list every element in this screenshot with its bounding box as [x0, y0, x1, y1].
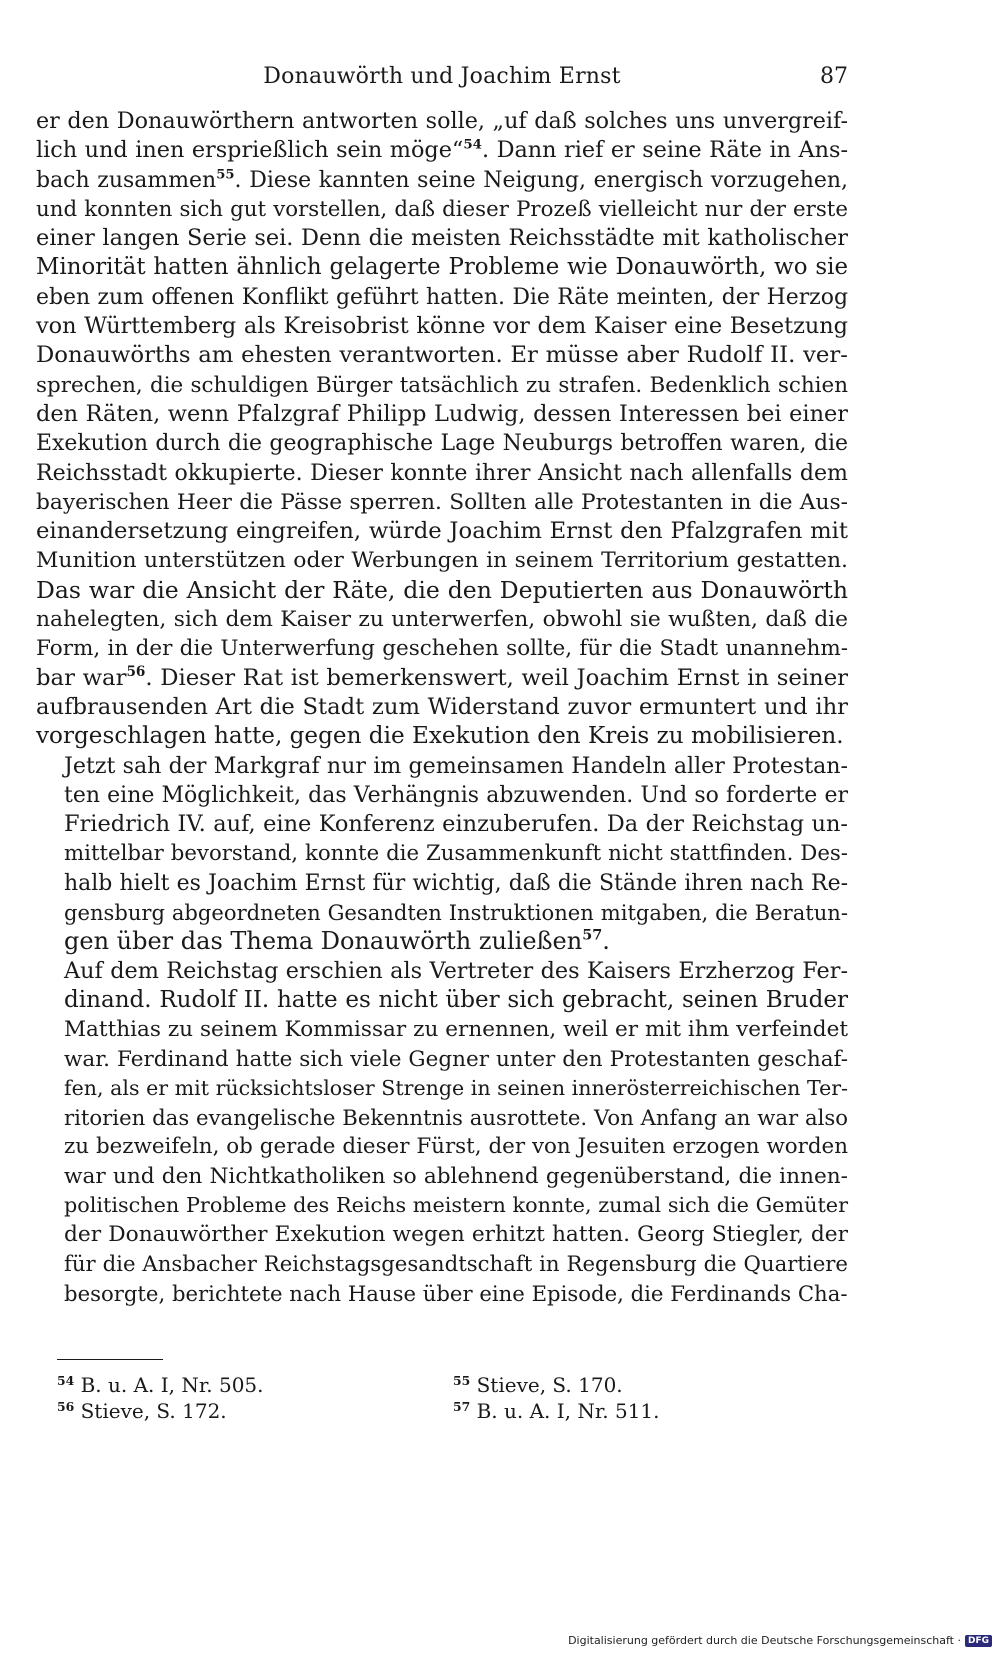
text-line	[36, 576, 848, 605]
text-line	[36, 1279, 848, 1308]
page-number: 87	[820, 64, 848, 89]
text-run: bayerischen Heer die Pässe sperren. Sollten alle Protestanten in die Aus-	[36, 489, 848, 515]
text-run: Auf dem Reichstag erschien als Vertreter des Kaisers Erzherzog Fer-	[64, 957, 848, 984]
credit-text: Digitalisierung gefördert durch die Deutsche Forschungsgemeinschaft ·	[568, 1634, 961, 1647]
text-line	[36, 400, 848, 429]
text-line	[36, 546, 848, 575]
text-line	[36, 488, 848, 517]
text-run: . Diese kannten seine Neigung, energisch vorzugehen,	[234, 167, 848, 193]
text-line	[36, 195, 848, 224]
text-line	[36, 1162, 848, 1191]
footnote-number: 55	[453, 1373, 471, 1389]
paragraph-1	[36, 107, 848, 752]
text-line	[36, 957, 848, 986]
text-run: ritorien das evangelische Bekenntnis ausrottete. Von Anfang an war also	[64, 1105, 848, 1131]
text-run: Exekution durch die geographische Lage Neuburgs betroffen waren, die	[36, 431, 848, 457]
dfg-logo-icon: DFG	[965, 1635, 992, 1647]
text-run: den Räten, wenn Pfalzgraf Philipp Ludwig, dessen Interessen bei einer	[36, 400, 848, 427]
text-run: vorgeschlagen hatte, gegen die Exekution den Kreis zu mobilisieren.	[36, 723, 844, 750]
text-run: gen über das Thema Donauwörth zuließen	[64, 927, 583, 956]
text-run: zu bezweifeln, ob gerade dieser Fürst, der von Jesuiten erzogen worden	[64, 1134, 848, 1160]
footnote-57	[453, 1398, 660, 1424]
footnote-reference[interactable]: 55	[216, 167, 235, 183]
text-line	[36, 752, 848, 781]
text-line	[36, 605, 848, 634]
text-run: .	[602, 927, 610, 956]
text-line	[36, 371, 848, 400]
text-line	[36, 898, 848, 927]
text-run: . Dieser Rat ist bemerkenswert, weil Joachim Ernst in seiner	[145, 664, 848, 691]
text-run: von Württemberg als Kreisobrist könne vor dem Kaiser eine Besetzung	[36, 313, 848, 340]
text-line	[36, 1015, 848, 1044]
text-line	[36, 253, 848, 282]
digitization-credit	[568, 1634, 992, 1647]
footnote-number: 56	[57, 1399, 75, 1415]
text-run: eben zum offenen Konflikt geführt hatten. Die Räte meinten, der Herzog	[36, 284, 848, 310]
text-run: der Donauwörther Exekution wegen erhitzt hatten. Georg Stiegler, der	[64, 1222, 848, 1248]
footnote-text: B. u. A. I, Nr. 505.	[80, 1373, 264, 1397]
text-line	[36, 1191, 848, 1220]
text-run: bach zusammen	[36, 167, 217, 193]
footnote-text: Stieve, S. 170.	[476, 1373, 623, 1397]
footnote-reference[interactable]: 57	[582, 926, 603, 944]
footnote-text: Stieve, S. 172.	[80, 1399, 227, 1423]
text-line	[36, 986, 848, 1015]
text-run: Minorität hatten ähnlich gelagerte Probleme wie Donauwörth, wo sie	[36, 254, 848, 281]
text-line	[36, 429, 848, 458]
text-run: einer langen Serie sei. Denn die meisten Reichsstädte mit katholischer	[36, 225, 848, 252]
text-run: und konnten sich gut vorstellen, daß dieser Prozeß vielleicht nur der erste	[36, 196, 848, 222]
text-line	[36, 136, 848, 165]
text-run: sprechen, die schuldigen Bürger tatsächlich zu strafen. Bedenklich schien	[36, 372, 848, 398]
text-line	[36, 166, 848, 195]
text-line	[36, 1074, 848, 1103]
text-line	[36, 781, 848, 810]
footnote-rule	[57, 1359, 163, 1360]
text-line	[36, 869, 848, 898]
text-line	[36, 1045, 848, 1074]
text-run: halb hielt es Joachim Ernst für wichtig, daß die Stände ihren nach Re-	[64, 870, 848, 896]
text-run: ten eine Möglichkeit, das Verhängnis abzuwenden. Und so forderte er	[64, 782, 848, 808]
text-line	[36, 341, 848, 370]
footnote-number: 54	[57, 1373, 75, 1389]
footnote-55	[453, 1372, 623, 1398]
text-run: Jetzt sah der Markgraf nur im gemeinsamen Handeln aller Protestan-	[64, 752, 848, 779]
running-title: Donauwörth und Joachim Ernst	[263, 64, 621, 89]
text-line	[36, 664, 848, 693]
text-run: Reichsstadt okkupierte. Dieser konnte ihrer Ansicht nach allenfalls dem	[36, 460, 848, 486]
text-line	[36, 839, 848, 868]
text-run: Donauwörths am ehesten verantworten. Er müsse aber Rudolf II. ver-	[36, 342, 848, 369]
text-run: er den Donauwörthern antworten solle, „uf daß solches uns unvergreif-	[36, 108, 848, 134]
text-run: aufbrausenden Art die Stadt zum Widerstand zuvor ermuntert und ihr	[36, 693, 848, 720]
text-run: nahelegten, sich dem Kaiser zu unterwerfen, obwohl sie wußten, daß die	[36, 607, 848, 633]
text-line	[36, 459, 848, 488]
text-run: Munition unterstützen oder Werbungen in seinem Territorium gestatten.	[36, 548, 848, 574]
text-line	[36, 722, 848, 751]
text-run: dinand. Rudolf II. hatte es nicht über sich gebracht, seinen Bruder	[64, 986, 848, 1013]
text-line	[36, 312, 848, 341]
text-line	[36, 283, 848, 312]
footnote-number: 57	[453, 1399, 471, 1415]
text-line	[36, 1220, 848, 1249]
text-line	[36, 634, 848, 663]
text-run: Form, in der die Unterwerfung geschehen sollte, für die Stadt unannehm-	[36, 636, 848, 662]
text-line	[36, 107, 848, 136]
text-run: Friedrich IV. auf, eine Konferenz einzuberufen. Da der Reichstag un-	[64, 811, 848, 838]
footnote-54	[57, 1372, 264, 1398]
running-header	[36, 64, 848, 94]
text-run: gensburg abgeordneten Gesandten Instruktionen mitgaben, die Beratun-	[64, 900, 848, 926]
footnote-56	[57, 1398, 227, 1424]
footnote-reference[interactable]: 54	[463, 136, 482, 153]
text-run: Matthias zu seinem Kommissar zu ernennen, weil er mit ihm verfeindet	[64, 1017, 848, 1043]
text-line	[36, 1132, 848, 1161]
text-run: Das war die Ansicht der Räte, die den Deputierten aus Donauwörth	[36, 575, 848, 604]
main-text	[36, 107, 848, 1308]
text-line	[36, 927, 848, 956]
text-run: besorgte, berichtete nach Hause über eine Episode, die Ferdinands Cha-	[64, 1280, 848, 1306]
text-run: einandersetzung eingreifen, würde Joachim Ernst den Pfalzgrafen mit	[36, 518, 848, 545]
paragraph-3	[36, 957, 848, 1309]
footnote-text: B. u. A. I, Nr. 511.	[476, 1399, 660, 1423]
text-run: lich und inen ersprießlich sein möge“	[36, 137, 464, 164]
text-line	[36, 1103, 848, 1132]
text-line	[36, 810, 848, 839]
text-run: war. Ferdinand hatte sich viele Gegner unter den Protestanten geschaf-	[64, 1046, 848, 1072]
text-run: war und den Nichtkatholiken so ablehnend gegenüberstand, die innen-	[64, 1163, 848, 1189]
text-line	[36, 224, 848, 253]
text-run: bar war	[36, 664, 127, 691]
text-line	[36, 1250, 848, 1279]
text-run: fen, als er mit rücksichtsloser Strenge in seinen innerösterreichischen Ter-	[64, 1075, 848, 1100]
text-line	[36, 693, 848, 722]
text-run: politischen Probleme des Reichs meistern konnte, zumal sich die Gemüter	[64, 1192, 848, 1217]
text-run: für die Ansbacher Reichstagsgesandtschaft in Regensburg die Quartiere	[64, 1251, 848, 1277]
paragraph-2	[36, 752, 848, 957]
text-run: . Dann rief er seine Räte in Ans-	[481, 137, 848, 164]
text-run: mittelbar bevorstand, konnte die Zusammenkunft nicht stattfinden. Des-	[64, 841, 848, 867]
text-line	[36, 517, 848, 546]
footnote-reference[interactable]: 56	[126, 663, 146, 680]
